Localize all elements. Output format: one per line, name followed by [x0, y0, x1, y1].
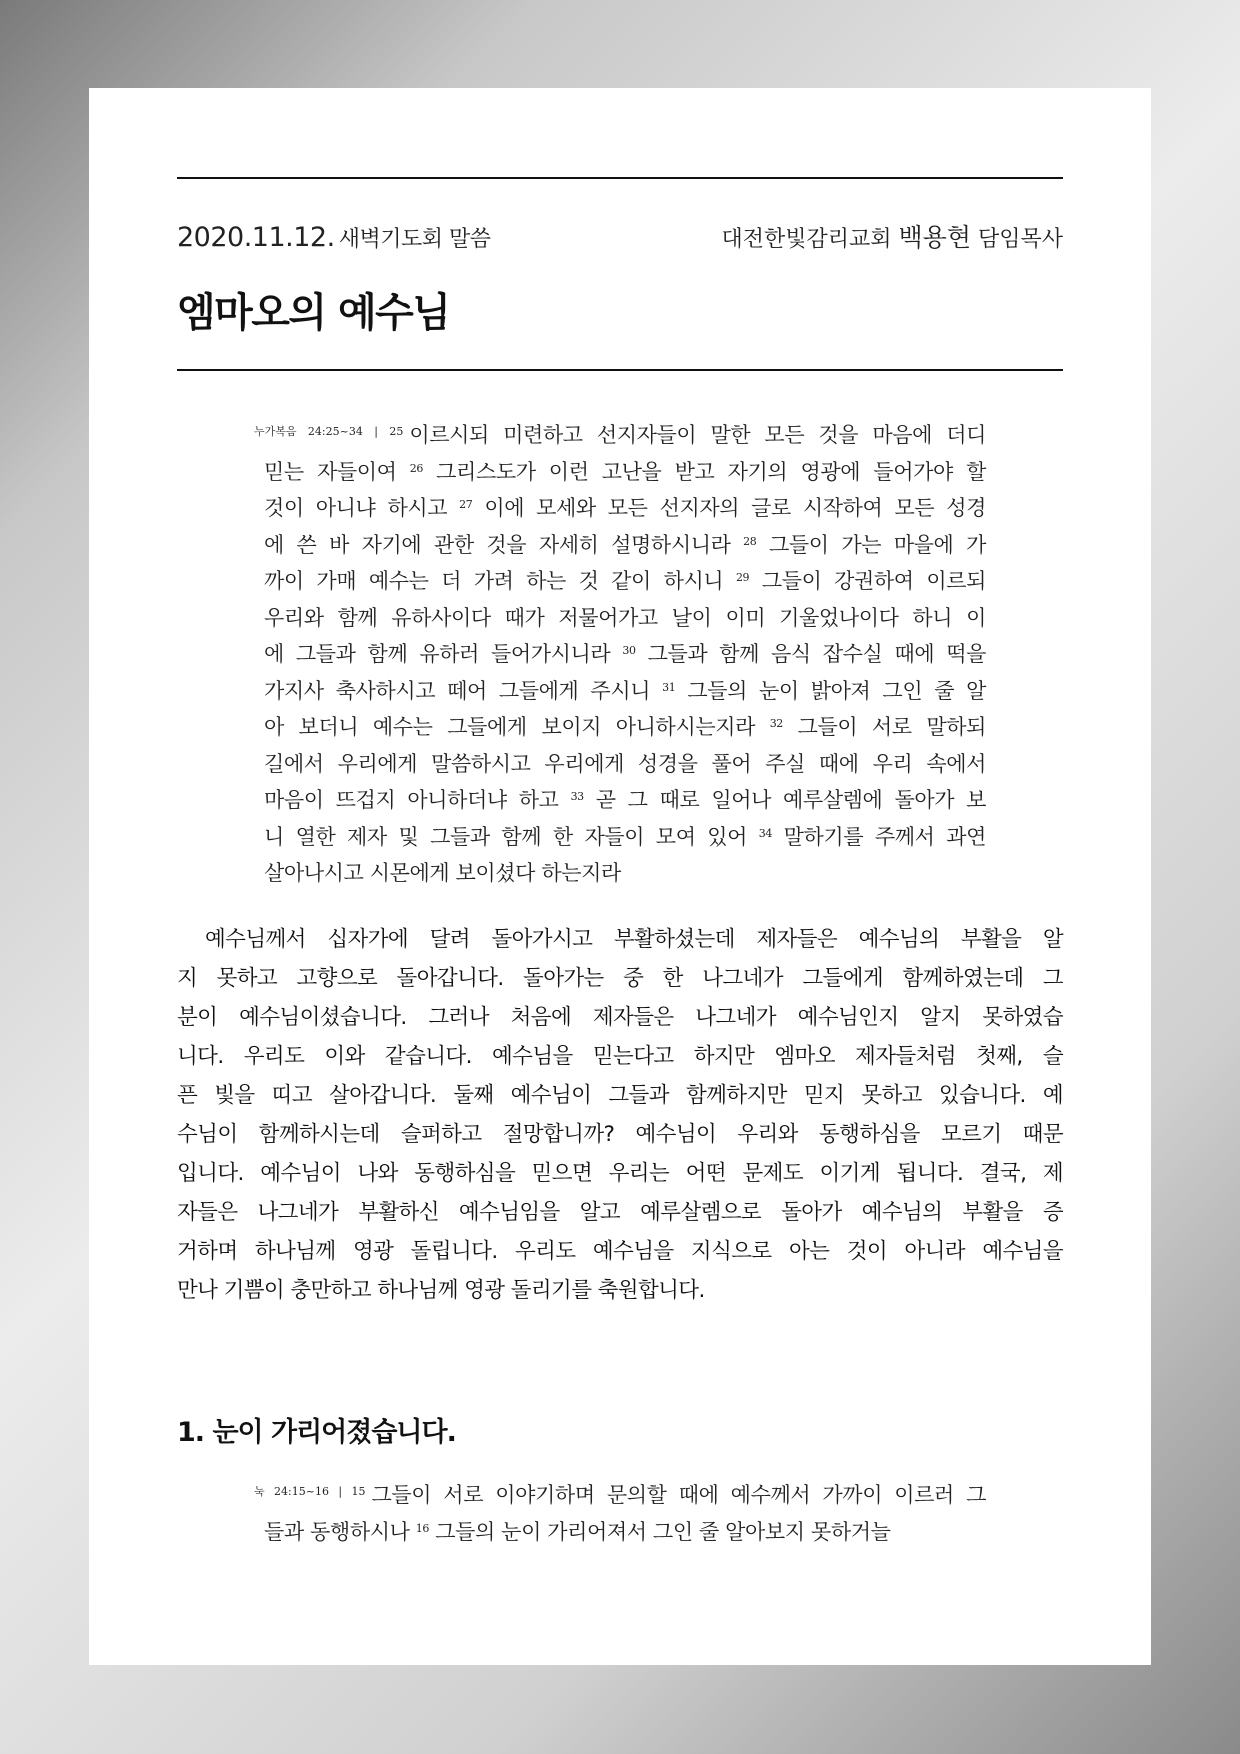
section-heading: 1. 눈이 가리어졌습니다. [177, 1417, 456, 1448]
scripture-line: 우리와 함께 유하사이다 때가 저물어가고 날이 이미 기울었나이다 하니 이 [264, 605, 986, 630]
verse-number: 34 [758, 826, 772, 840]
paragraph-line: 예수님께서 십자가에 달려 돌아가시고 부활하셨는데 제자들은 예수님의 부활을 알 [205, 927, 1063, 952]
scripture-line: 에 쓴 바 자기에 관한 것을 자세히 설명하시니라 $^{28}$ 그들이 가는 마을에 가 [264, 532, 986, 557]
title-rule [177, 369, 1063, 371]
paragraph-line: 입니다. 예수님이 나와 동행하심을 믿으면 우리는 어떤 문제도 이기게 됩니다. 결국, 제 [177, 1161, 1063, 1186]
scripture-line: 것이 아니냐 하시고 $^{27}$ 이에 모세와 모든 선지자의 글로 시작하여 모든 성경 [264, 496, 986, 520]
scripture-line: 들과 동행하시나 $^{16}$ 그들의 눈이 가리어져서 그인 줄 알아보지 못하거늘 [264, 1519, 891, 1544]
paragraph-line: 만나 기쁨이 충만하고 하나님께 영광 돌리기를 축원합니다. [177, 1278, 705, 1303]
paragraph-line: 픈 빛을 띠고 살아갑니다. 둘째 예수님이 그들과 함께하지만 믿지 못하고 있습니다. 예 [177, 1083, 1063, 1108]
scripture-line: 마음이 뜨겁지 아니하더냐 하고 $^{33}$ 곧 그 때로 일어나 예루살렘에 돌아가 보 [264, 788, 987, 812]
service-name: 새벽기도회 말씀 [338, 227, 491, 252]
verse-number: 28 [743, 534, 757, 548]
sermon-title: 엠마오의 예수님 [177, 290, 450, 336]
scripture-line: 살아나시고 시몬에게 보이셨다 하는지라 [264, 861, 621, 885]
paragraph-line: 니다. 우리도 이와 같습니다. 예수님을 믿는다고 하지만 엠마오 제자들처럼 첫째, 슬 [177, 1044, 1063, 1069]
scripture-line: 에 그들과 함께 유하러 들어가시니라 $^{30}$ 그들과 함께 음식 잡수실 때에 떡을 [264, 642, 987, 666]
sermon-paragraph [177, 920, 1063, 1310]
scripture-line: 아 보더니 예수는 그들에게 보이지 아니하시는지라 $^{32}$ 그들이 서로 말하되 [264, 715, 987, 739]
paragraph-line: 분이 예수님이셨습니다. 그러나 처음에 제자들은 나그네가 예수님인지 알지 못하였습 [177, 1005, 1063, 1030]
verse-number: 27 [459, 498, 473, 511]
verse-number: 32 [769, 717, 783, 730]
verse-number: 30 [622, 644, 636, 657]
top-rule [177, 177, 1063, 179]
verse-number: 33 [570, 790, 584, 803]
scripture-line: $^{누가복음 24:25\sim 34 | 25}$ 이르시되 미련하고 선지자들이 말한 모든 것을 마음에 더디 [254, 423, 986, 447]
verse-number: 16 [415, 1521, 429, 1535]
paragraph-line: 수님이 함께하시는데 슬퍼하고 절망합니까? 예수님이 우리와 동행하심을 모르기 때문 [177, 1122, 1063, 1147]
scripture-line: 믿는 자들이여 $^{26}$ 그리스도가 이런 고난을 받고 자기의 영광에 들어가야 할 [264, 459, 987, 484]
scripture-line: 길에서 우리에게 말씀하시고 우리에게 성경을 풀어 주실 때에 우리 속에서 [264, 751, 986, 776]
paragraph-line: 자들은 나그네가 부활하신 예수님임을 알고 예루살렘으로 돌아가 예수님의 부활을 증 [177, 1200, 1063, 1225]
church-info [722, 218, 1064, 254]
scripture-line: 까이 가매 예수는 더 가려 하는 것 같이 하시니 $^{29}$ 그들이 강권하여 이르되 [264, 569, 986, 593]
scripture-line: $^{눅 24:15\sim 16 | 15}$ 그들이 서로 이야기하며 문의할 때에 예수께서 가까이 이르러 그 [254, 1483, 986, 1507]
sermon-date-line [177, 222, 490, 253]
paragraph-line: 지 못하고 고향으로 돌아갑니다. 돌아가는 중 한 나그네가 그들에게 함께하였는데 그 [177, 966, 1063, 991]
verse-number: 26 [409, 461, 423, 475]
sermon-date: 2020.11.12. [177, 222, 335, 253]
paragraph-line: 거하며 하나님께 영광 돌립니다. 우리도 예수님을 지식으로 아는 것이 아니라 예수님을 [177, 1239, 1063, 1264]
section-scripture-passage [254, 1474, 986, 1550]
sermon-header [177, 218, 1063, 254]
church-name: 대전한빛감리교회 [721, 227, 892, 252]
pastor-title: 담임목사 [977, 227, 1063, 252]
main-scripture-passage [254, 414, 986, 892]
document-page [89, 88, 1151, 1665]
scripture-line: 가지사 축사하시고 떼어 그들에게 주시니 $^{31}$ 그들의 눈이 밝아져 그인 줄 알 [264, 678, 986, 703]
scripture-reference: 누가복음 24:25~34 | 25 [254, 425, 404, 438]
verse-number: 31 [662, 680, 676, 694]
pastor-name: 백용현 [898, 223, 971, 252]
verse-number: 29 [735, 571, 750, 584]
scripture-line: 니 열한 제자 및 그들과 함께 한 자들이 모여 있어 $^{34}$ 말하기를 주께서 과연 [264, 824, 987, 849]
scripture-reference: 눅 24:15~16 | 15 [254, 1485, 366, 1498]
